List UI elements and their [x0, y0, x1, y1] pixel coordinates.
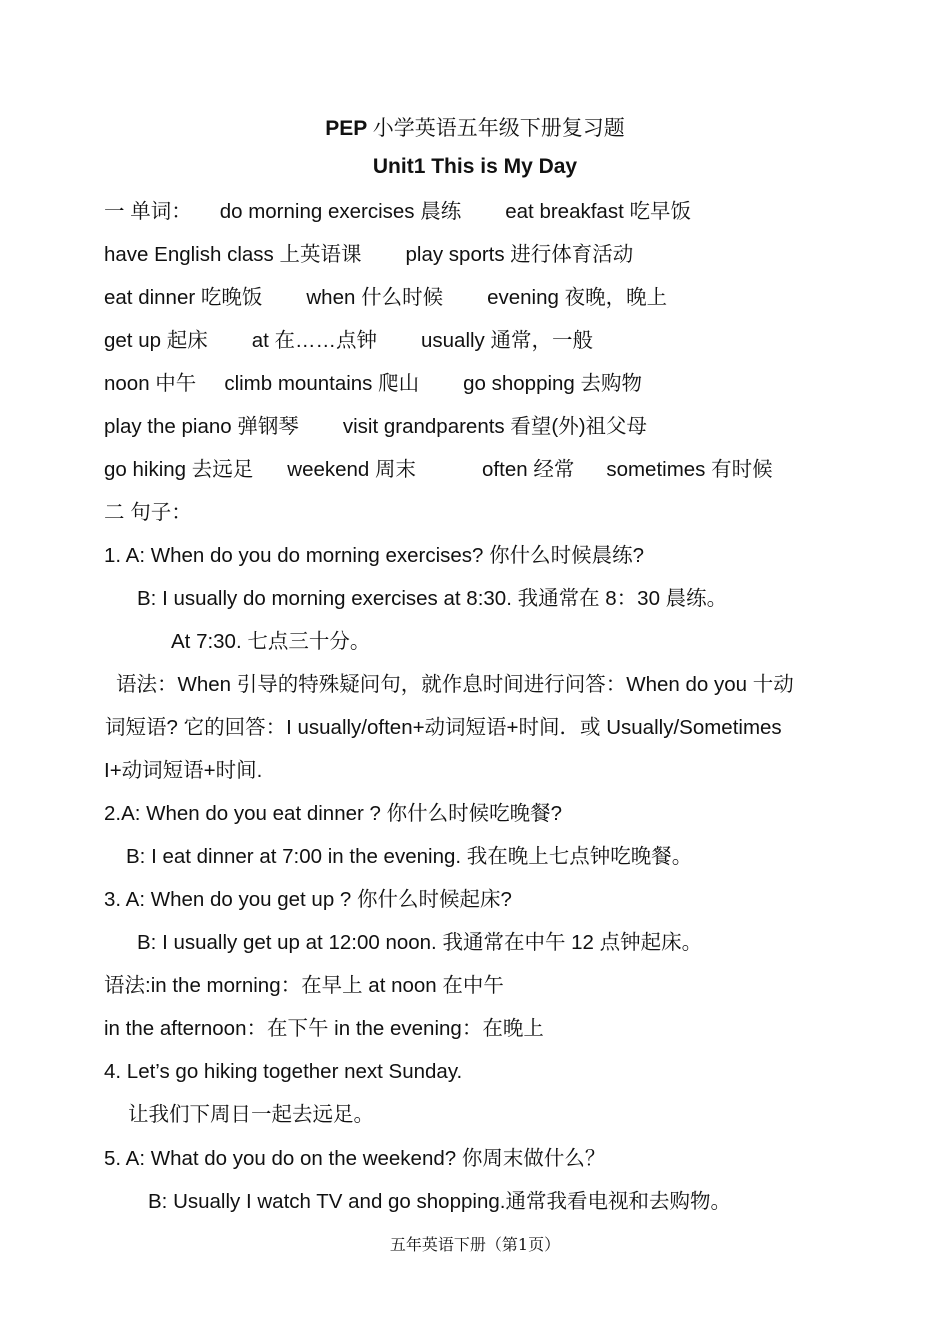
vocab-item: go shopping 去购物: [463, 372, 643, 395]
vocab-item: visit grandparents 看望(外)祖父母: [342, 415, 648, 438]
vocab-item: usually 通常，一般: [421, 329, 594, 352]
sentence-line: B: I usually do morning exercises at 8:30. 我通常在 8：30 晨练。: [137, 587, 728, 610]
vocab-row-1: [104, 241, 633, 269]
vocab-item: go hiking 去远足: [104, 458, 254, 481]
grammar-line: 词短语? 它的回答：I usually/often+动词短语+时间．或 Usually/Sometimes: [105, 716, 782, 739]
vocab-row-2: [104, 284, 667, 312]
sentences-heading: 二 句子：: [104, 501, 192, 524]
title-bold: PEP: [325, 117, 367, 140]
grammar-line: 语法：When 引导的特殊疑问句，就作息时间进行问答：When do you 十动: [116, 673, 794, 696]
page-title: [0, 112, 950, 142]
vocab-item: get up 起床: [104, 329, 208, 352]
unit-subtitle: Unit1 This is My Day: [372, 155, 578, 178]
vocab-row-5: [104, 413, 647, 441]
vocab-item: climb mountains 爬山: [224, 372, 420, 395]
vocab-item: play the piano 弹钢琴: [104, 415, 299, 438]
sentence-line: B: I usually get up at 12:00 noon. 我通常在中午 12 点钟起床。: [137, 931, 703, 954]
sentence-line: At 7:30. 七点三十分。: [171, 630, 371, 653]
grammar-line: I+动词短语+时间.: [104, 759, 263, 782]
vocab-item: eat dinner 吃晚饭: [104, 286, 263, 309]
sentence-line: 让我们下周日一起去远足。: [128, 1103, 374, 1126]
vocab-row-0: [104, 198, 691, 226]
vocab-item: weekend 周末: [287, 458, 417, 481]
vocab-item: noon 中午: [104, 372, 197, 395]
sentence-line: 1. A: When do you do morning exercises? 你什么时候晨练?: [104, 544, 645, 567]
vocab-item: do morning exercises 晨练: [219, 200, 462, 223]
vocab-item: when 什么时候: [306, 286, 444, 309]
vocab-item: eat breakfast 吃早饭: [505, 200, 691, 223]
vocab-item: often 经常: [482, 458, 575, 481]
vocab-item: at 在……点钟: [251, 329, 377, 352]
vocab-item: evening 夜晚，晚上: [487, 286, 668, 309]
vocab-item: sometimes 有时候: [606, 458, 773, 481]
grammar-line: in the afternoon：在下午 in the evening：在晚上: [104, 1017, 544, 1040]
title-rest: 小学英语五年级下册复习题: [372, 116, 625, 140]
vocab-row-3: [104, 327, 593, 355]
sentence-line: 4. Let’s go hiking together next Sunday.: [104, 1060, 463, 1083]
sentence-line: 3. A: When do you get up ? 你什么时候起床?: [104, 888, 512, 911]
vocab-heading: 一 单词：: [104, 200, 192, 223]
sentence-line: B: I eat dinner at 7:00 in the evening. 我在晚上七点钟吃晚餐。: [126, 845, 693, 868]
vocab-row-6: [104, 456, 773, 484]
grammar-line: 语法:in the morning：在早上 at noon 在中午: [104, 974, 504, 997]
vocab-item: play sports 进行体育活动: [405, 243, 634, 266]
page-footer: 五年英语下册（第1页）: [389, 1235, 561, 1254]
vocab-row-4: [104, 370, 642, 398]
sentence-line: B: Usually I watch TV and go shopping.通常我看电视和去购物。: [148, 1190, 731, 1213]
sentence-line: 2.A: When do you eat dinner ? 你什么时候吃晚餐?: [104, 802, 563, 825]
sentence-line: 5. A: What do you do on the weekend? 你周末做什么？: [104, 1147, 606, 1170]
vocab-item: have English class 上英语课: [104, 243, 362, 266]
